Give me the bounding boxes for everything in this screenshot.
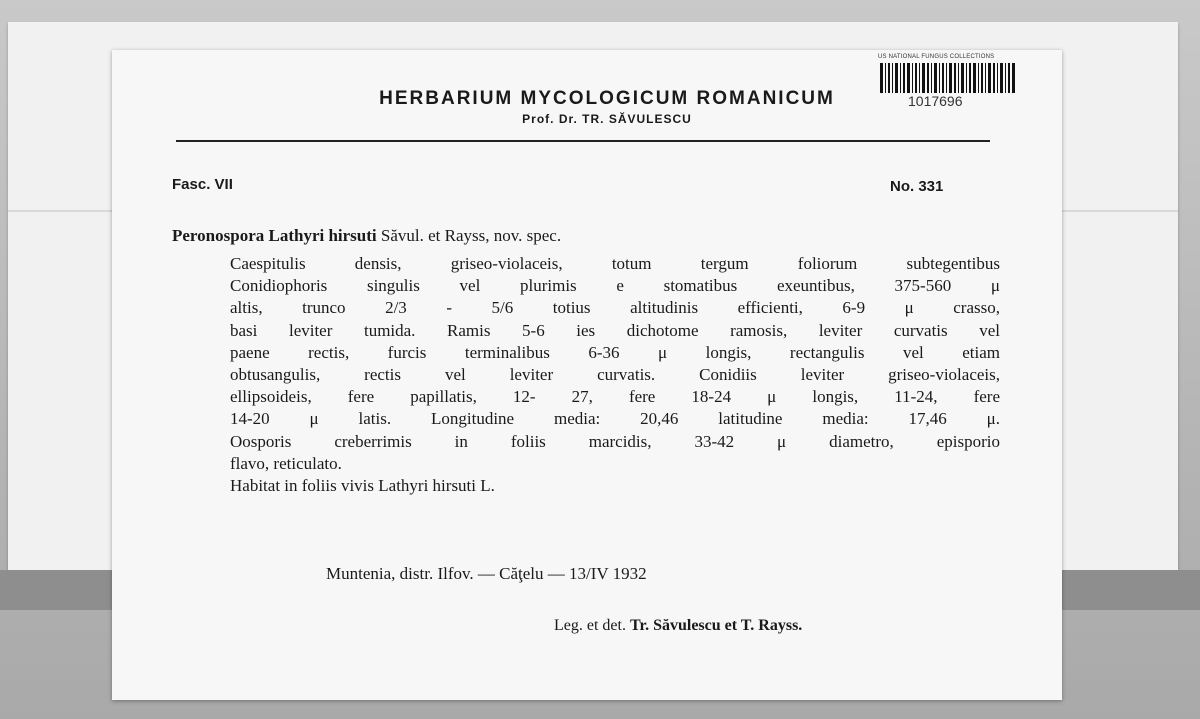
specimen-number: No. 331 [890,178,944,195]
barcode-block [878,54,1020,120]
species-authority: Săvul. et Rayss, nov. spec. [380,226,562,245]
barcode-caption: US NATIONAL FUNGUS COLLECTIONS [878,54,995,60]
collector-line [554,617,802,635]
habitat-line: Habitat in foliis vivis Lathyri hirsuti L. [230,476,495,496]
description-line: flavo, reticulato. [230,453,342,473]
locality: Muntenia, distr. Ilfov. — Căţelu — 13/IV 1932 [326,564,647,583]
description-line: Caespitulis densis, griseo-violaceis, totum tergum foliorum subtegentibus [230,254,1000,273]
barcode-number: 1017696 [908,93,963,109]
herbarium-label [112,50,1062,700]
species-description [230,253,1000,497]
collector-names: Tr. Săvulescu et T. Rayss. [629,617,803,634]
description-line: Oosporis creberrimis in foliis marcidis, 33-42 μ diametro, episporio [230,431,1000,451]
description-line: ellipsoideis, fere papillatis, 12- 27, fere 18-24 μ longis, 11-24, fere [230,387,1000,407]
species-line [172,226,561,246]
header-divider [176,140,990,142]
description-line: altis, trunco 2/3 - 5/6 totius altitudinis efficienti, 6-9 μ crasso, [230,298,1000,318]
description-line: obtusangulis, rectis vel leviter curvatis. Conidiis leviter griseo-violaceis, [230,365,1000,385]
description-line: paene rectis, furcis terminalibus 6-36 μ longis, rectangulis vel etiam [230,342,1000,362]
herbarium-subtitle: Prof. Dr. TR. SĂVULESCU [522,112,692,126]
description-line: basi leviter tumida. Ramis 5-6 ies dichotome ramosis, leviter curvatis vel [230,320,1000,340]
description-line: 14-20 μ latis. Longitudine media: 20,46 latitudine media: 17,46 μ. [230,409,1000,429]
fascicle: Fasc. VII [172,176,233,193]
species-name: Peronospora Lathyri hirsuti [172,226,377,245]
barcode-icon [878,63,1018,93]
collector-prefix: Leg. et det. [554,617,626,634]
herbarium-title: HERBARIUM MYCOLOGICUM ROMANICUM [379,88,835,109]
description-line: Conidiophoris singulis vel plurimis e stomatibus exeuntibus, 375-560 μ [230,276,1000,296]
